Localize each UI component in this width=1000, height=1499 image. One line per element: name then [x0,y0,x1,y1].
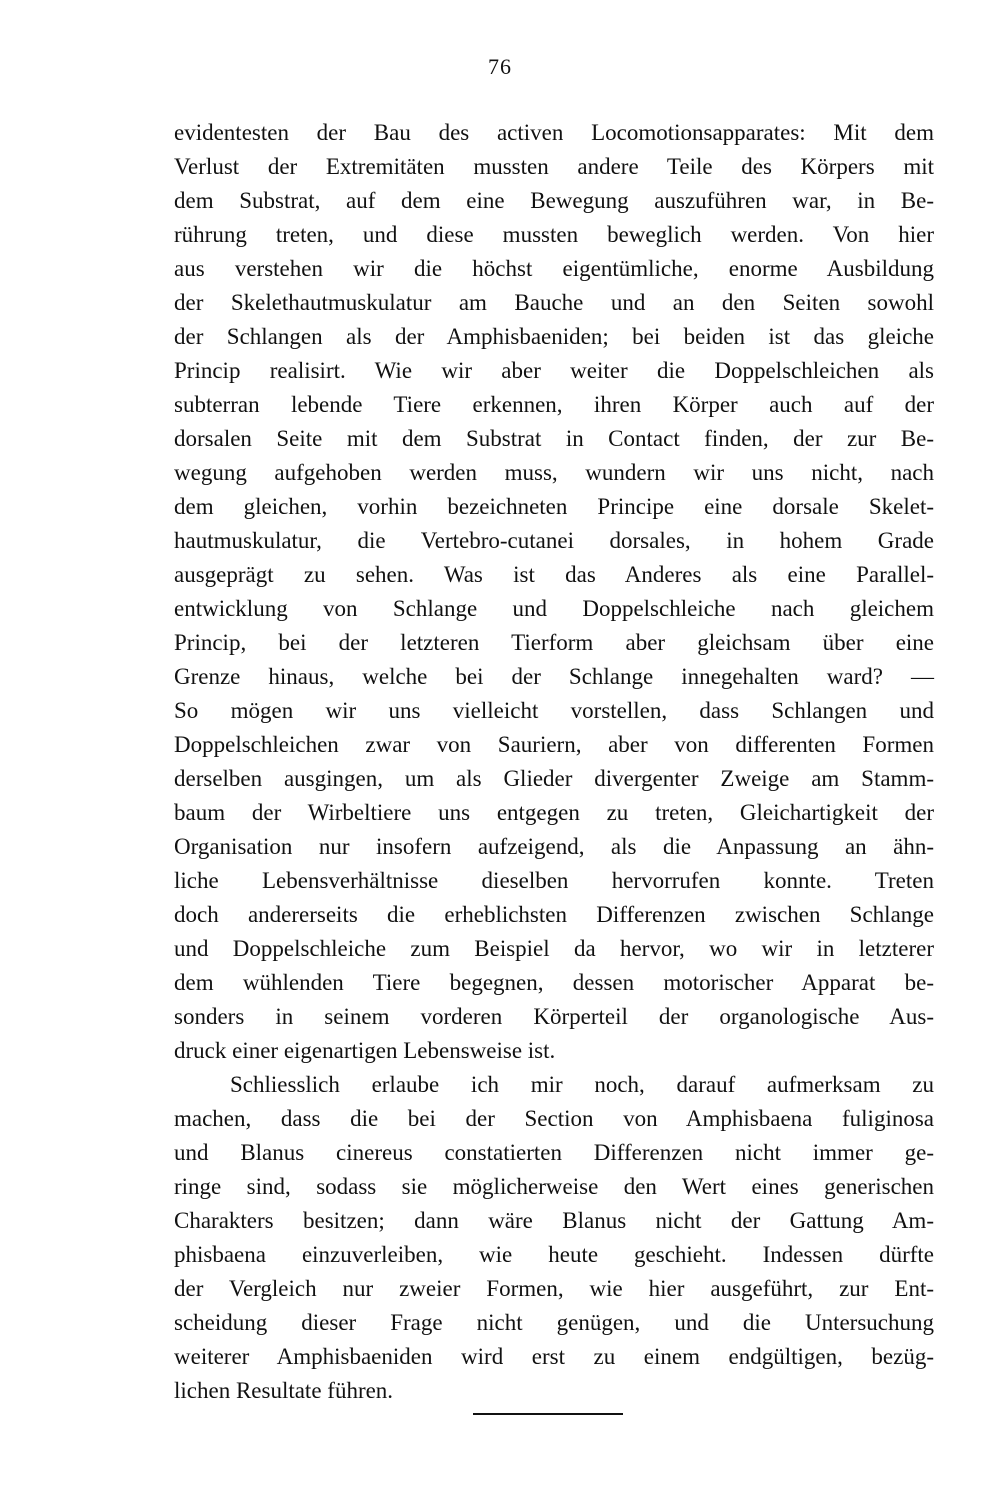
text-line: ringe sind, sodass sie möglicherweise den Wert eines generischen [174,1174,934,1199]
text-line-paragraph-end: druck einer eigenartigen Lebensweise ist. [174,1038,556,1063]
text-line: dem gleichen, vorhin bezeichneten Principe eine dorsale Skelet- [174,494,934,519]
text-line-paragraph-start: Schliesslich erlaube ich mir noch, darauf aufmerksam zu [230,1072,934,1097]
text-line: Verlust der Extremitäten mussten andere Teile des Körpers mit [174,154,934,179]
text-line: rührung treten, und diese mussten beweglich werden. Von hier [174,222,934,247]
text-line: wegung aufgehoben werden muss, wundern wir uns nicht, nach [174,460,934,485]
text-line: der Vergleich nur zweier Formen, wie hier ausgeführt, zur Ent- [174,1276,934,1301]
text-line: sonders in seinem vorderen Körperteil der organologische Aus- [174,1004,934,1029]
text-line: Organisation nur insofern aufzeigend, als die Anpassung an ähn- [174,834,934,859]
text-line: entwicklung von Schlange und Doppelschleiche nach gleichem [174,596,934,621]
text-line: Doppelschleichen zwar von Sauriern, aber von differenten Formen [174,732,934,757]
end-rule-divider [473,1413,623,1415]
text-line: ausgeprägt zu sehen. Was ist das Anderes als eine Parallel- [174,562,934,587]
text-line: aus verstehen wir die höchst eigentümliche, enorme Ausbildung [174,256,934,281]
body-text [174,116,934,1408]
text-line: Charakters besitzen; dann wäre Blanus nicht der Gattung Am- [174,1208,934,1233]
text-line: Grenze hinaus, welche bei der Schlange innegehalten ward? — [174,664,934,689]
text-line: dem wühlenden Tiere begegnen, dessen motorischer Apparat be- [174,970,934,995]
text-line: derselben ausgingen, um als Glieder divergenter Zweige am Stamm- [174,766,934,791]
text-line: liche Lebensverhältnisse dieselben hervorrufen konnte. Treten [174,868,934,893]
text-line: subterran lebende Tiere erkennen, ihren Körper auch auf der [174,392,934,417]
text-line: dorsalen Seite mit dem Substrat in Contact finden, der zur Be- [174,426,934,451]
text-line: Princip, bei der letzteren Tierform aber gleichsam über eine [174,630,934,655]
text-line: scheidung dieser Frage nicht genügen, und die Untersuchung [174,1310,934,1335]
text-line-paragraph-end: lichen Resultate führen. [174,1378,394,1403]
text-line: der Schlangen als der Amphisbaeniden; bei beiden ist das gleiche [174,324,934,349]
text-line: baum der Wirbeltiere uns entgegen zu treten, Gleichartigkeit der [174,800,934,825]
text-line: doch andererseits die erheblichsten Differenzen zwischen Schlange [174,902,934,927]
text-line: und Blanus cinereus constatierten Differenzen nicht immer ge- [174,1140,934,1165]
page-number: 76 [488,54,512,79]
text-line: dem Substrat, auf dem eine Bewegung auszuführen war, in Be- [174,188,934,213]
text-line: hautmuskulatur, die Vertebro-cutanei dorsales, in hohem Grade [174,528,934,553]
text-line: und Doppelschleiche zum Beispiel da hervor, wo wir in letzterer [174,936,934,961]
text-line: weiterer Amphisbaeniden wird erst zu einem endgültigen, bezüg- [174,1344,934,1369]
text-line: evidentesten der Bau des activen Locomotionsapparates: Mit dem [174,120,934,145]
text-line: phisbaena einzuverleiben, wie heute geschieht. Indessen dürfte [174,1242,934,1267]
text-line: Princip realisirt. Wie wir aber weiter die Doppelschleichen als [174,358,934,383]
text-line: So mögen wir uns vielleicht vorstellen, dass Schlangen und [174,698,934,723]
text-line: machen, dass die bei der Section von Amphisbaena fuliginosa [174,1106,934,1131]
text-line: der Skelethautmuskulatur am Bauche und an den Seiten sowohl [174,290,934,315]
